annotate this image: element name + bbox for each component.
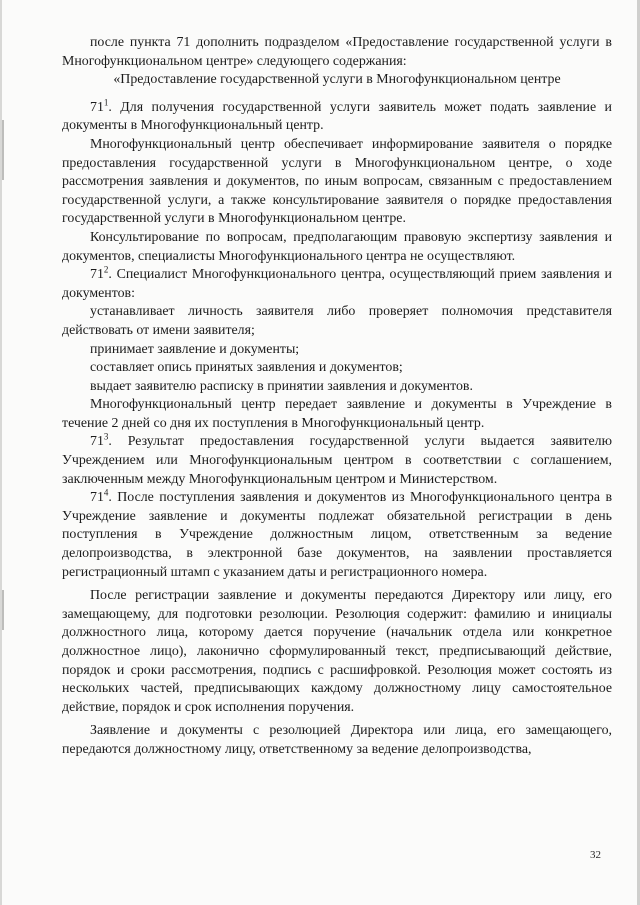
clause-superscript: 3 [103, 431, 109, 442]
clause-71-4 [62, 489, 612, 582]
clause-text: . Специалист Многофункционального центра, осуществляющий прием заявления и документов: [62, 267, 612, 301]
paragraph-consult: Консультирование по вопросам, предполагающим правовую экспертизу заявления и документов, специалисты Многофункционального центра не осуществляют. [62, 229, 612, 264]
clause-text: . Результат предоставления государственной услуги выдается заявителю Учреждением или Многофункциональным центром в соответствии с соглашением, заключенным между Многофункциональным центром и Министерством. [62, 434, 612, 487]
clause-superscript: 1 [103, 97, 109, 108]
list-item: составляет опись принятых заявления и документов; [90, 360, 403, 376]
paragraph-transfer: Многофункциональный центр передает заявление и документы в Учреждение в течение 2 дней со дня их поступления в Многофункциональный центр. [62, 397, 612, 431]
document-body [62, 34, 612, 760]
paragraph-inform: Многофункциональный центр обеспечивает информирование заявителя о порядке предоставления государственной услуги в Многофункциональном центре, о ходе рассмотрения заявления и документов, по иным вопросам, связанным с предоставлением государственной услуги, а также консультирование заявителя о порядке предоставления государственной услуги в Многофункциональном центре. [62, 136, 612, 227]
clause-71-3 [62, 433, 612, 489]
list-item: устанавливает личность заявителя либо проверяет полномочия представителя действовать от имени заявителя; [62, 304, 612, 338]
clause-superscript: 4 [103, 487, 109, 498]
scan-artifact [2, 590, 4, 630]
clause-number: 71 [90, 267, 104, 283]
scan-artifact [2, 120, 4, 180]
page-number: 32 [590, 849, 601, 861]
clause-number: 71 [90, 99, 104, 115]
clause-superscript: 2 [103, 264, 109, 275]
clause-text: . После поступления заявления и документов из Многофункционального центра в Учреждение заявление и документы подлежат обязательной регистрации в день поступления в Учреждение должностным лицом, ответственным за ведение делопроизводства, в электронной базе документов, на заявлении проставляется регистрационный штамп с указанием даты и регистрационного номера. [62, 490, 612, 580]
list-item: выдает заявителю расписку в принятии заявления и документов. [90, 378, 473, 394]
paragraph-last: Заявление и документы с резолюцией Директора или лица, его замещающего, передаются должностному лицу, ответственному за ведение делопроизводства, [62, 723, 612, 757]
clause-number: 71 [90, 490, 104, 506]
clause-text: . Для получения государственной услуги заявитель может подать заявление и документы в Многофункциональный центр. [62, 99, 612, 134]
clause-number: 71 [90, 434, 104, 450]
clause-71-2 [62, 266, 612, 303]
intro-paragraph: после пункта 71 дополнить подразделом «Предоставление государственной услуги в Многофункциональном центре» следующего содержания: [62, 35, 612, 69]
section-heading: «Предоставление государственной услуги в Многофункциональном центре [113, 72, 561, 88]
paragraph-resolution: После регистрации заявление и документы передаются Директору или лицу, его замещающему, для подготовки резолюции. Резолюция содержит: фамилию и инициалы должностного лица, которому дается поручение (начальник отдела или конкретное должностное лицо), лаконично сформулированный текст, предписывающий действие, порядок и сроки рассмотрения, подпись с расшифровкой. Резолюция может состоять из нескольких частей, предписывающих каждому должностному лицу самостоятельное действие, порядок и срок исполнения поручения. [62, 588, 612, 715]
list-item: принимает заявление и документы; [90, 341, 300, 357]
clause-71-1 [62, 99, 612, 136]
